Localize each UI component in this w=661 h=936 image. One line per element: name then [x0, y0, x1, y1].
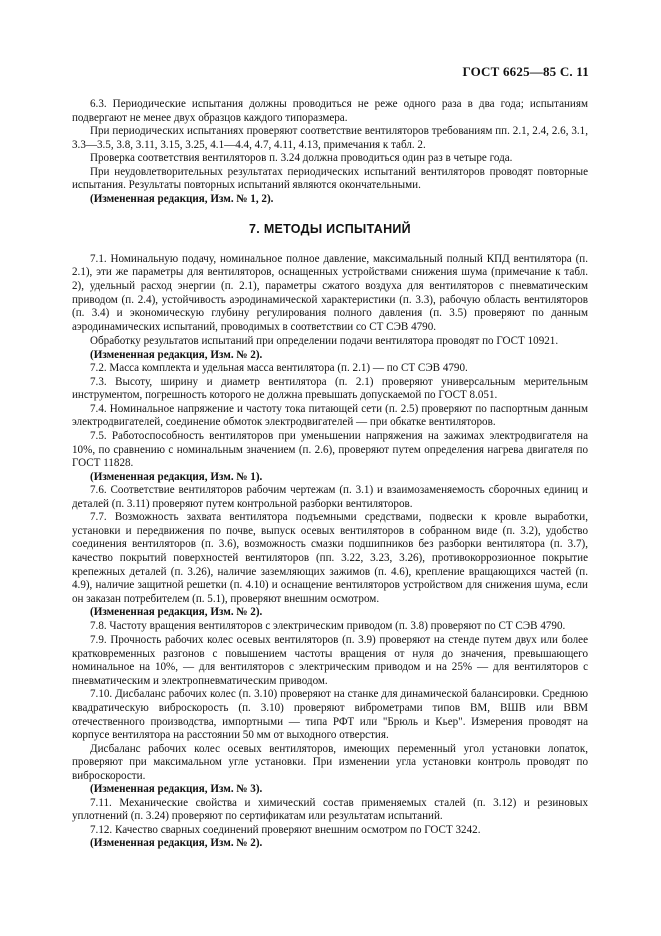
paragraph-7-1: 7.1. Номинальную подачу, номинальное полное давление, максимальный полный КПД вентилятора (п. 2.1), эти же параметры для вентиляторов, оснащенных устройствами снижения шума (примечание к табл. 2), удельный расход энергии (п. 2.1), параметры сжатого воздуха для вентиляторов с пневматическим приводом (п. 2.4), устойчивость аэродинамической характеристики (п. 3.3), рабочую область вентиляторов (п. 3.4) и экономическую глубину регулирования полного давления (п. 3.5) проверяют по данным аэродинамических испытаний, проводимых в соответствии со СТ СЭВ 4790. — [72, 252, 588, 333]
paragraph-7-9: 7.9. Прочность рабочих колес осевых вентиляторов (п. 3.9) проверяют на стенде путем двух или более кратковременных разгонов с повышением частоты вращения от нуля до значения, превышающего номинальное на 10%, — для вентиляторов с электрическим приводом и на 25% — для вентиляторов с пневматическим и электропневматическим приводом. — [72, 634, 588, 687]
page-header: ГОСТ 6625—85 С. 11 — [462, 64, 589, 79]
paragraph-7-5: 7.5. Работоспособность вентиляторов при уменьшении напряжения на зажимах электродвигателя на 10%, по сравнению с номинальным значением (п. 2.6), проверяют путем определения нагрева двигателя по ГОСТ 11828. — [72, 430, 588, 470]
paragraph-7-11: 7.11. Механические свойства и химический состав применяемых сталей (п. 3.12) и резиновых уплотнений (п. 3.24) проверяют по сертификатам или результатам испытаний. — [72, 796, 588, 823]
paragraph-7-2: 7.2. Масса комплекта и удельная масса вентилятора (п. 2.1) — по СТ СЭВ 4790. — [90, 362, 468, 375]
paragraph-periodic-requirements: При периодических испытаниях проверяют соответствие вентиляторов требованиям пп. 2.1, 2.4, 2.6, 3.1, 3.3—3.5, 3.8, 3.11, 3.15, 3.25, 4.1—4.4, 4.7, 4.11, 4.13, примечания к табл. 2. — [72, 125, 588, 151]
section-title: 7. МЕТОДЫ ИСПЫТАНИЙ — [249, 222, 411, 237]
amendment-note: (Измененная редакция, Изм. № 2). — [90, 348, 263, 361]
paragraph-7-8: 7.8. Частоту вращения вентиляторов с электрическим приводом (п. 3.8) проверяют по СТ СЭВ 4790. — [90, 619, 566, 632]
amendment-note: (Измененная редакция, Изм. № 1). — [90, 470, 263, 483]
amendment-note: (Измененная редакция, Изм. № 3). — [90, 783, 263, 796]
paragraph-6-3: 6.3. Периодические испытания должны проводиться не реже одного раза в два года; испытаниям подвергают не менее двух образцов каждого типоразмера. — [72, 98, 588, 124]
paragraph-7-10: 7.10. Дисбаланс рабочих колес (п. 3.10) проверяют на станке для динамической балансировки. Среднюю квадратическую виброскорость (п. 3.10) проверяют виброметрами типов ВМ, ВШВ или ВВМ отечественного производства, импортными — типа РФТ или "Брюль и Кьер". Измерения проводят на корпусе вентилятора на расстоянии 50 мм от выходного отверстия. — [72, 688, 588, 742]
amendment-note: (Измененная редакция, Изм. № 2). — [90, 837, 263, 850]
paragraph-7-10-imbalance: Дисбаланс рабочих колес осевых вентиляторов, имеющих переменный угол установки лопаток, проверяют при максимальном угле установки. При изменении угла установки контроль проводят по виброскорости. — [72, 742, 588, 782]
paragraph-7-3: 7.3. Высоту, ширину и диаметр вентилятора (п. 2.1) проверяют универсальным мерительным инструментом, погрешность которого не должна превышать допускаемой по ГОСТ 8.051. — [72, 375, 588, 402]
paragraph-check-3-24: Проверка соответствия вентиляторов п. 3.24 должна проводиться один раз в четыре года. — [90, 152, 513, 165]
paragraph-7-1-processing: Обработку результатов испытаний при определении подачи вентилятора проводят по ГОСТ 10921. — [90, 335, 559, 348]
paragraph-7-4: 7.4. Номинальное напряжение и частоту тока питающей сети (п. 2.5) проверяют по паспортным данным электродвигателей, соединение обмоток электродвигателей — при обкатке вентиляторов. — [72, 402, 588, 429]
amendment-note: (Измененная редакция, Изм. № 1, 2). — [90, 192, 274, 205]
paragraph-repeat-tests: При неудовлетворительных результатах периодических испытаний вентиляторов проводят повторные испытания. Результаты повторных испытаний являются окончательными. — [72, 165, 588, 192]
paragraph-7-6: 7.6. Соответствие вентиляторов рабочим чертежам (п. 3.1) и взаимозаменяемость сборочных единиц и деталей (п. 3.11) проверяют путем контрольной разборки вентиляторов. — [72, 484, 588, 510]
amendment-note: (Измененная редакция, Изм. № 2). — [90, 606, 263, 619]
document-body — [72, 98, 588, 851]
paragraph-7-7: 7.7. Возможность захвата вентилятора подъемными средствами, подвески к кровле выработки, установки и передвижения по почве, выпуск осевых вентиляторов в собранном виде (п. 3.2), удобство соединения вентиляторов (п. 3.6), возможность смазки подшипников без разборки вентилятора (п. 3.7), качество покрытий поверхностей вентиляторов (пп. 3.22, 3.23, 3.26), противокоррозионное покрытие крепежных деталей (п. 3.26), наличие заземляющих зажимов (п. 4.6), крепление вращающихся частей (п. 4.9), наличие защитной решетки (п. 4.10) и оснащение вентиляторов устройством для снижения шума, если он заказан потребителем (п. 5.1), проверяют внешним осмотром. — [72, 511, 588, 605]
paragraph-7-12: 7.12. Качество сварных соединений проверяют внешним осмотром по ГОСТ 3242. — [90, 823, 481, 836]
